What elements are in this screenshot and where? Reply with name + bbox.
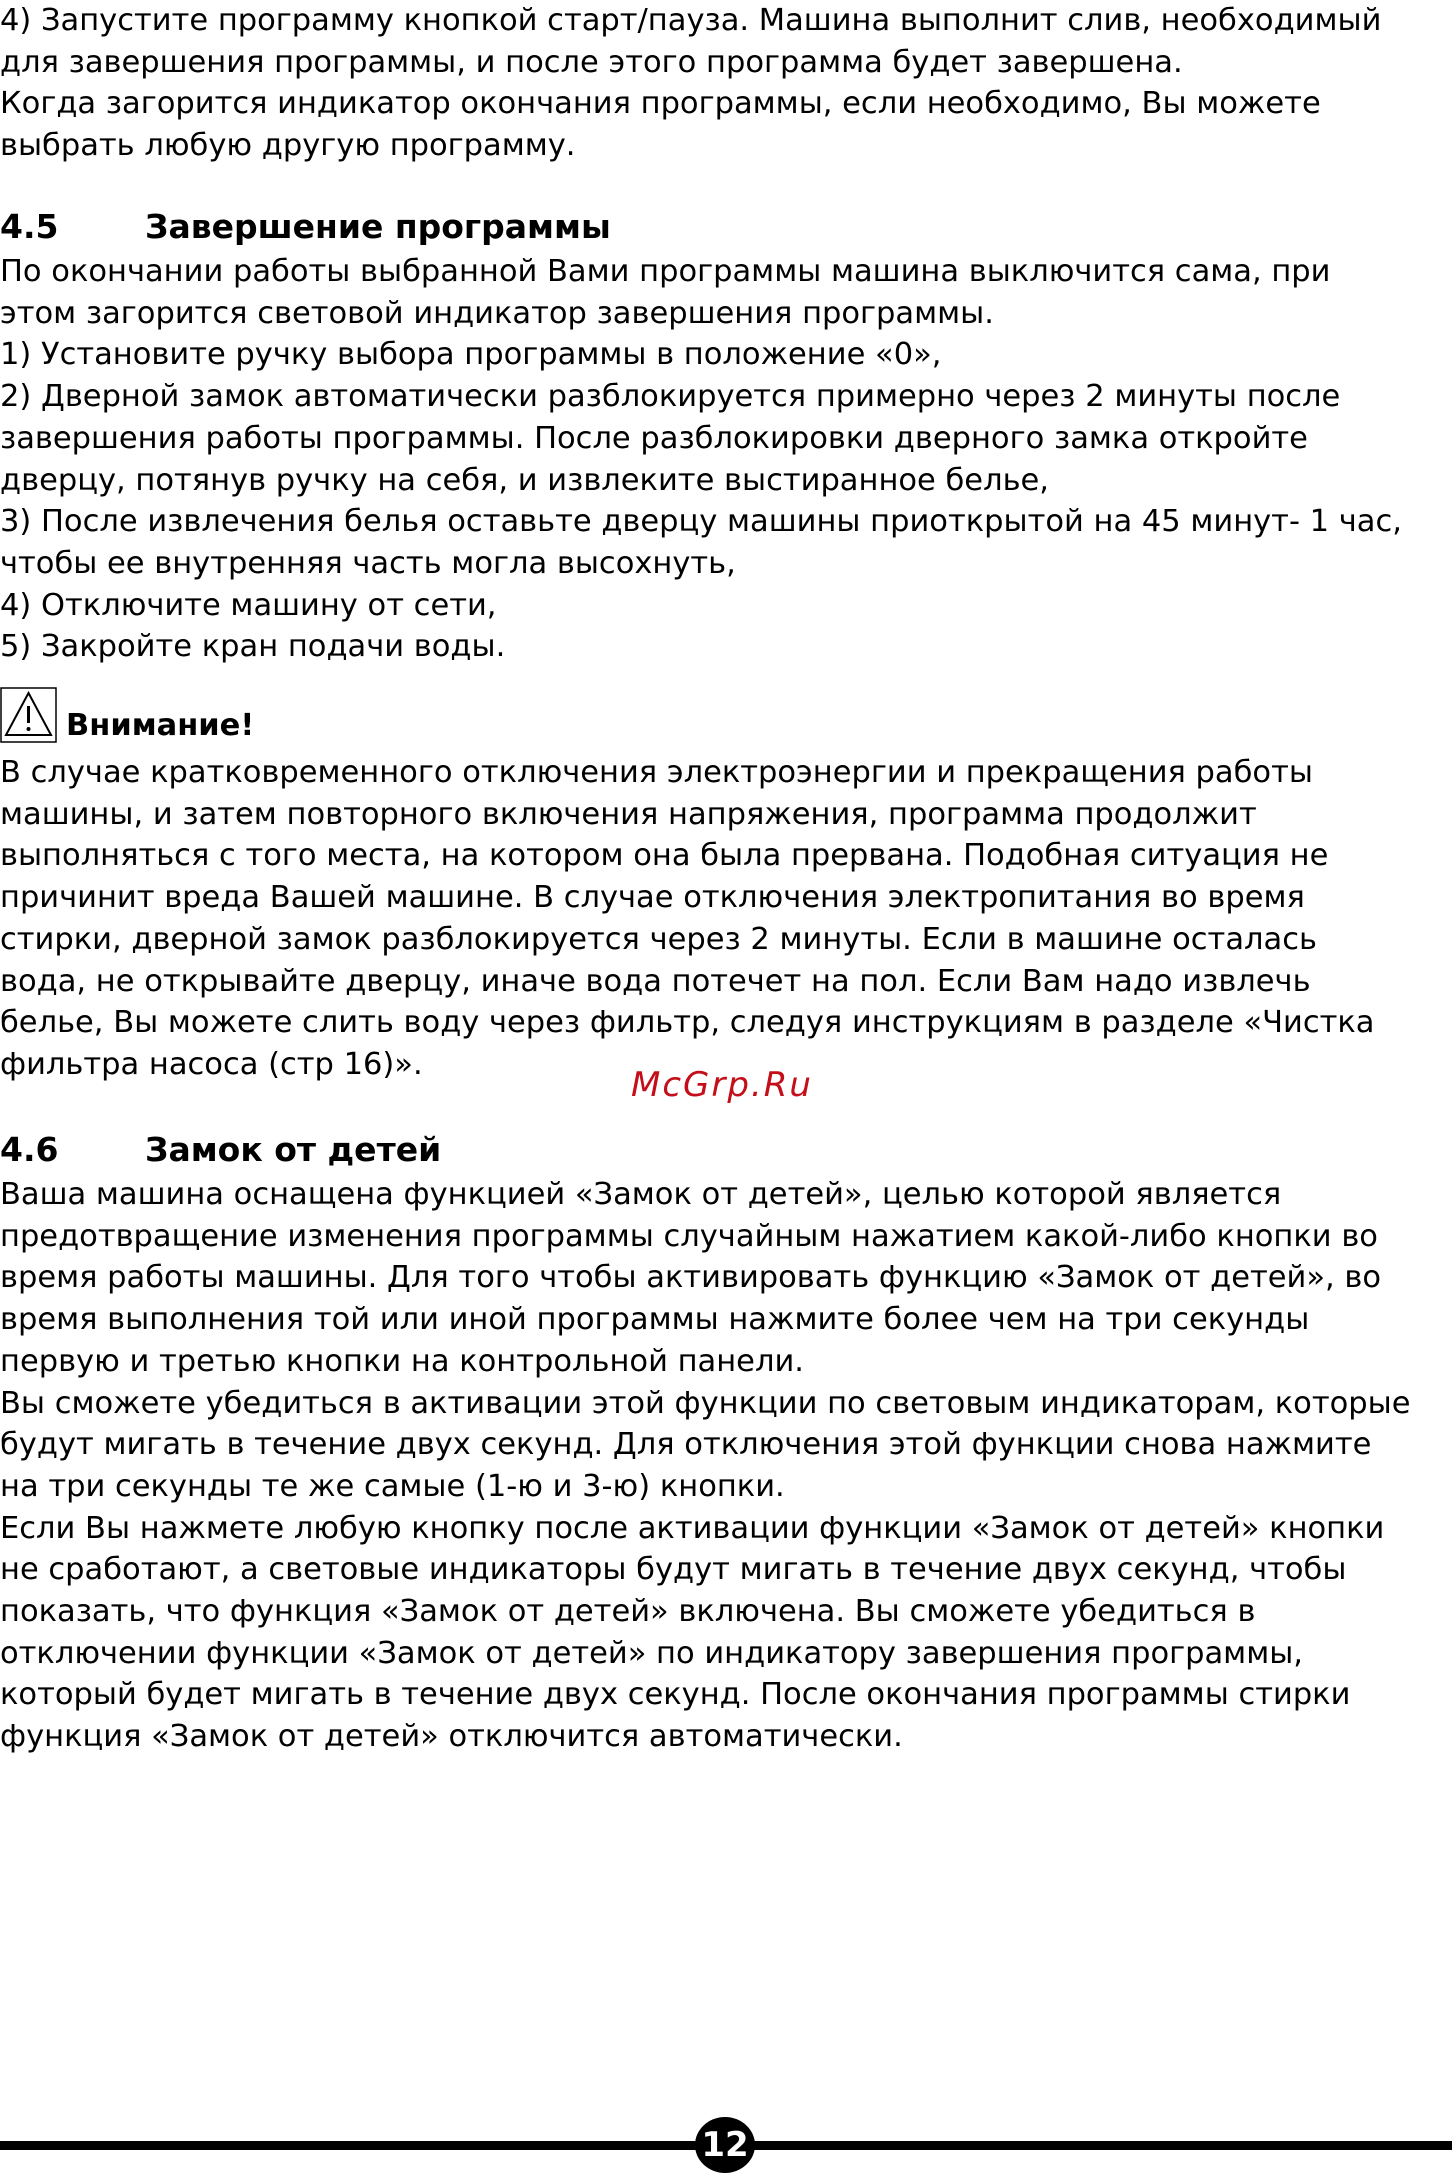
section-4-6-line-10: не сработают, а световые индикаторы будут мигать в течение двух секунд, чтобы bbox=[0, 1552, 1347, 1588]
intro-line-1: 4) Запустите программу кнопкой старт/пауза. Машина выполнит слив, необходимый bbox=[0, 3, 1382, 38]
watermark: McGrp.Ru bbox=[631, 1065, 813, 1105]
section-4-6-line-8: на три секунды те же самые (1-ю и 3-ю) кнопки. bbox=[0, 1468, 785, 1504]
section-4-6-line-13: который будет мигать в течение двух секунд. После окончания программы стирки bbox=[0, 1677, 1351, 1713]
section-4-6-line-2: предотвращение изменения программы случайным нажатием какой-либо кнопки во bbox=[0, 1218, 1378, 1254]
section-4-5-line-1: По окончании работы выбранной Вами программы машина выключится сама, при bbox=[0, 254, 1331, 289]
section-4-5-line-9: 4) Отключите машину от сети, bbox=[0, 587, 497, 623]
section-4-5-line-2: этом загорится световой индикатор завершения программы. bbox=[0, 295, 994, 331]
warning-label: Внимание! bbox=[66, 708, 255, 743]
warning-line-1: В случае кратковременного отключения электроэнергии и прекращения работы bbox=[0, 755, 1313, 790]
section-4-6-line-6: Вы сможете убедиться в активации этой функции по световым индикаторам, которые bbox=[0, 1385, 1411, 1421]
section-4-6-line-7: будут мигать в течение двух секунд. Для отключения этой функции снова нажмите bbox=[0, 1427, 1372, 1463]
section-4-5-line-3: 1) Установите ручку выбора программы в положение «0», bbox=[0, 337, 942, 373]
section-4-5-line-8: чтобы ее внутренняя часть могла высохнуть, bbox=[0, 545, 736, 581]
section-4-5-line-7: 3) После извлечения белья оставьте дверцу машины приоткрытой на 45 минут- 1 час, bbox=[0, 504, 1402, 540]
section-4-5-line-4: 2) Дверной замок автоматически разблокируется примерно через 2 минуты после bbox=[0, 379, 1341, 415]
section-4-5-line-5: завершения работы программы. После разблокировки дверного замка откройте bbox=[0, 420, 1308, 456]
section-4-5-line-6: дверцу, потянув ручку на себя, и извлеките выстиранное белье, bbox=[0, 462, 1050, 498]
warning-triangle-icon bbox=[0, 687, 57, 743]
warning-line-2: машины, и затем повторного включения напряжения, программа продолжит bbox=[0, 796, 1257, 832]
section-4-6-line-4: время выполнения той или иной программы нажмите более чем на три секунды bbox=[0, 1302, 1310, 1338]
section-4-6-number: 4.6 bbox=[0, 1130, 59, 1169]
intro-line-3: Когда загорится индикатор окончания программы, если необходимо, Вы можете bbox=[0, 86, 1321, 122]
section-4-6-line-3: время работы машины. Для того чтобы активировать функцию «Замок от детей», во bbox=[0, 1260, 1382, 1296]
warning-line-7: белье, Вы можете слить воду через фильтр, следуя инструкциям в разделе «Чистка bbox=[0, 1005, 1375, 1041]
warning-line-4: причинит вреда Вашей машине. В случае отключения электропитания во время bbox=[0, 880, 1305, 916]
section-4-6-line-14: функция «Замок от детей» отключится автоматически. bbox=[0, 1719, 903, 1755]
section-4-5-title: Завершение программы bbox=[145, 207, 611, 246]
section-4-6-title: Замок от детей bbox=[145, 1130, 442, 1169]
section-4-5-number: 4.5 bbox=[0, 207, 59, 246]
warning-line-8: фильтра насоса (стр 16)». bbox=[0, 1046, 423, 1082]
section-4-6-line-5: первую и третью кнопки на контрольной панели. bbox=[0, 1343, 804, 1379]
warning-line-6: вода, не открывайте дверцу, иначе вода потечет на пол. Если Вам надо извлечь bbox=[0, 963, 1311, 999]
warning-line-5: стирки, дверной замок разблокируется через 2 минуты. Если в машине осталась bbox=[0, 921, 1317, 957]
section-4-6-line-9: Если Вы нажмете любую кнопку после активации функции «Замок от детей» кнопки bbox=[0, 1510, 1385, 1546]
intro-line-2: для завершения программы, и после этого программа будет завершена. bbox=[0, 44, 1183, 80]
section-4-5-line-10: 5) Закройте кран подачи воды. bbox=[0, 629, 506, 665]
warning-line-3: выполняться с того места, на котором она была прервана. Подобная ситуация не bbox=[0, 838, 1329, 874]
section-4-6-line-12: отключении функции «Замок от детей» по индикатору завершения программы, bbox=[0, 1635, 1303, 1671]
page-number-badge: 12 bbox=[695, 2117, 755, 2173]
intro-line-4: выбрать любую другую программу. bbox=[0, 128, 576, 164]
section-4-6-line-11: показать, что функция «Замок от детей» включена. Вы сможете убедиться в bbox=[0, 1594, 1256, 1629]
section-4-6-line-1: Ваша машина оснащена функцией «Замок от детей», целью которой является bbox=[0, 1177, 1282, 1212]
